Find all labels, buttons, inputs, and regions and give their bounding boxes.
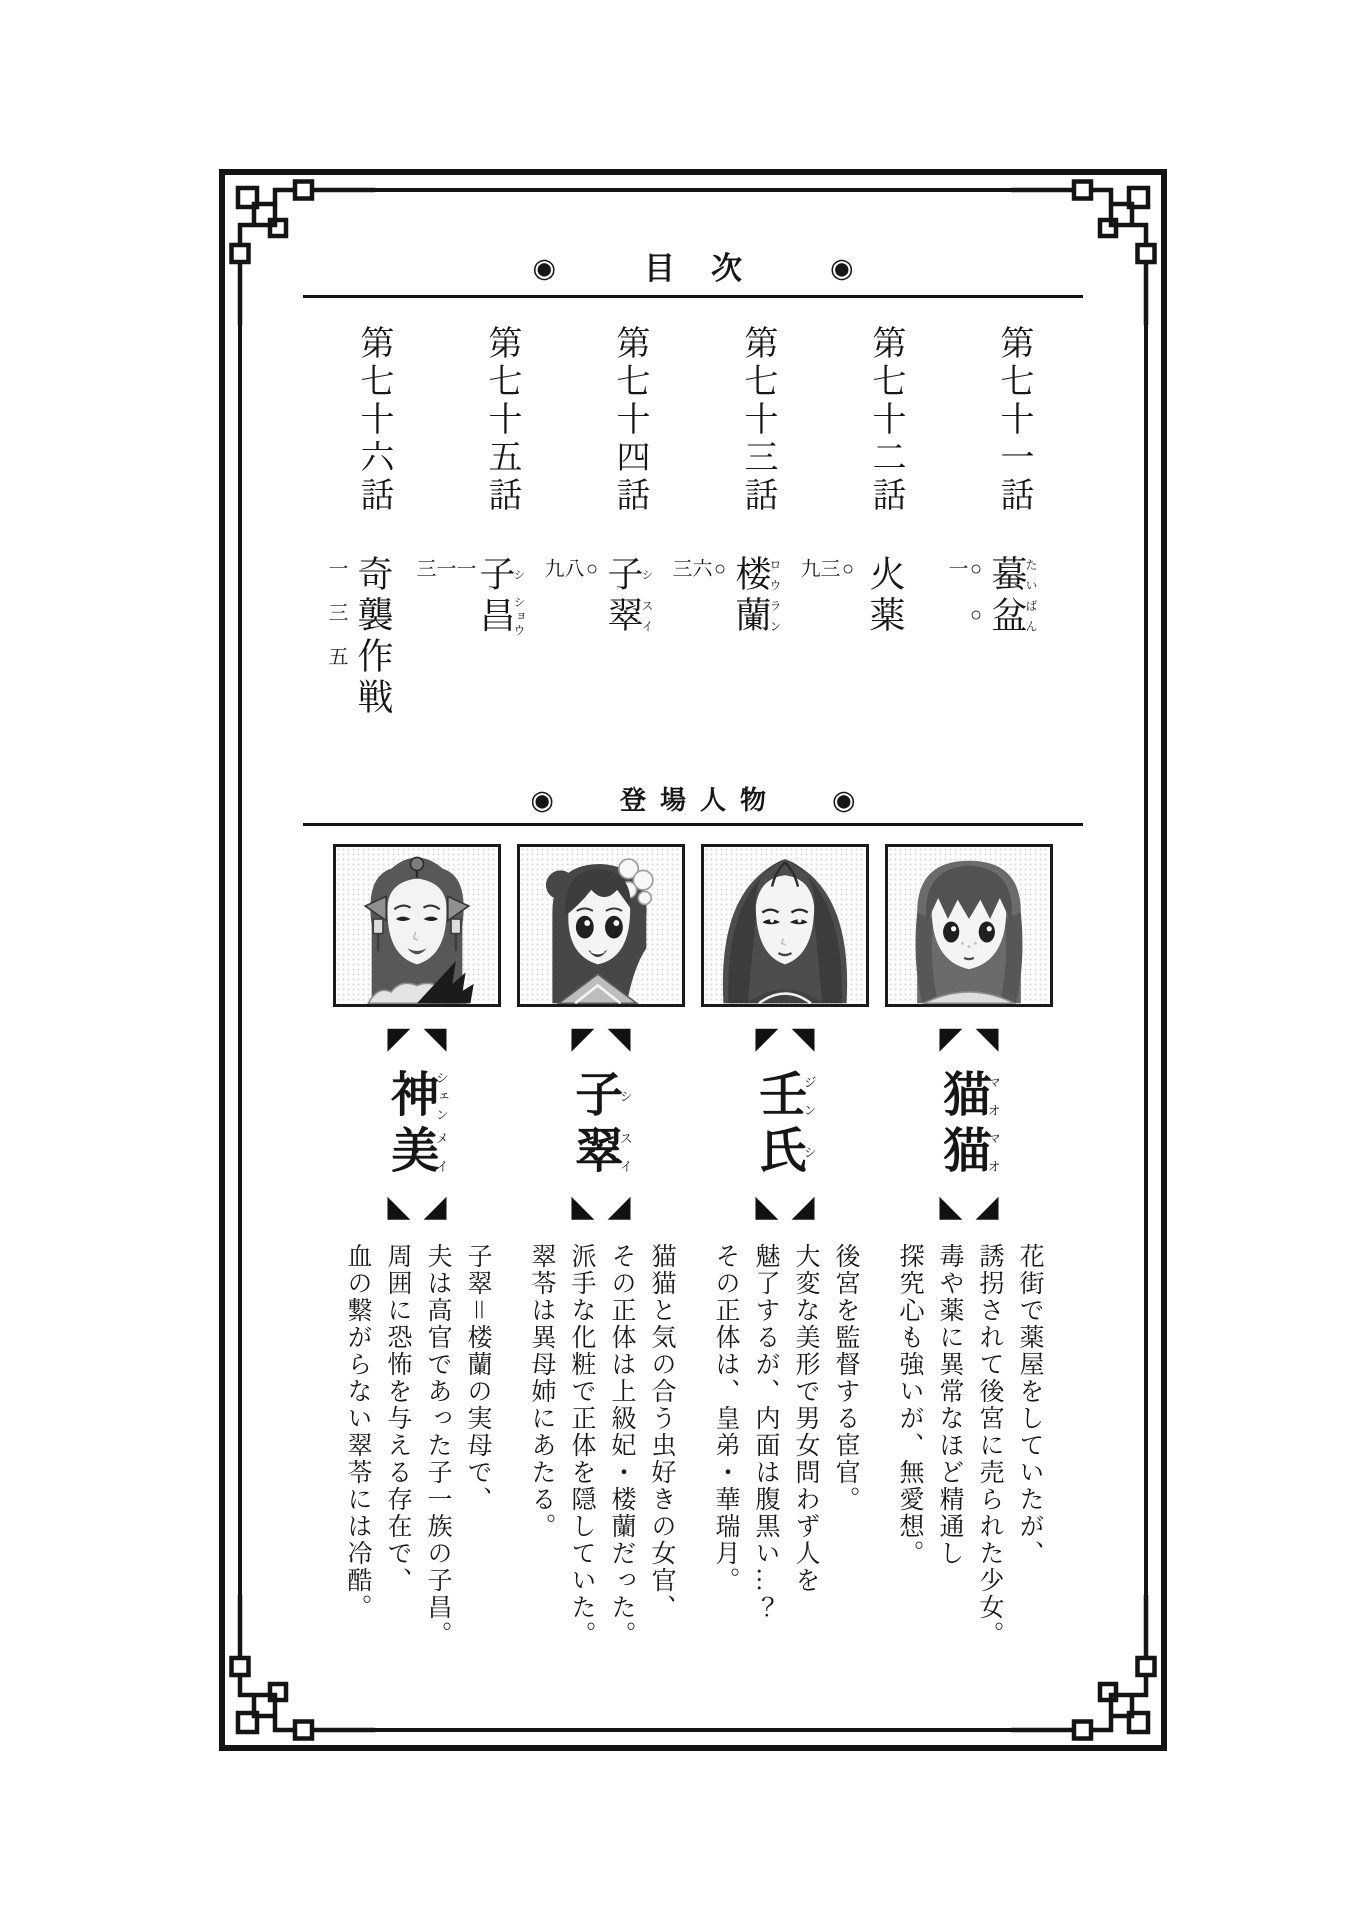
shenmei-portrait [333, 844, 501, 1007]
triangle-icon: ◤ [939, 1021, 963, 1056]
triangle-icon: ◢ [791, 1189, 815, 1224]
name-bracket-top [387, 1021, 447, 1056]
chapter-page-number: ○○一 [945, 558, 987, 650]
triangle-icon: ◣ [571, 1189, 595, 1224]
name-bracket-bottom [755, 1189, 815, 1224]
triangle-icon: ◤ [571, 1021, 595, 1056]
character-name: 猫マオ猫マオ [935, 1069, 1001, 1181]
triangle-icon: ◥ [791, 1021, 815, 1056]
fisheye-icon: ◉ [830, 253, 854, 284]
chapter-title: 火薬 [865, 555, 905, 637]
character-block-maomao [877, 844, 1061, 1675]
chapter-number: 第七十五話 [483, 325, 520, 515]
triangle-icon: ◣ [939, 1189, 963, 1224]
chapter-title: 楼ロウ蘭ラン [731, 555, 782, 637]
name-bracket-top [939, 1021, 999, 1056]
chapter-entry [945, 325, 1072, 765]
jinshi-portrait [701, 844, 869, 1007]
name-bracket-bottom [387, 1189, 447, 1224]
triangle-icon: ◣ [755, 1189, 779, 1224]
toc-title: 目次 [644, 251, 778, 286]
chapter-title: 蟇たい盆ばん [987, 555, 1038, 637]
cast-divider [303, 823, 1083, 826]
triangle-icon: ◥ [607, 1021, 631, 1056]
triangle-icon: ◤ [755, 1021, 779, 1056]
character-name: 子シ翠スイ [567, 1069, 633, 1181]
character-description: 花街で薬屋をしていたが、 誘拐されて後宮に売られた少女。 毒や薬に異常なほど精通し 探究心も強いが、無愛想。 [896, 1243, 1043, 1648]
cast-title: 登場人物 [619, 785, 780, 815]
chapter-entry [669, 325, 816, 765]
triangle-icon: ◢ [975, 1189, 999, 1224]
chapter-title: 子シ翠スイ [603, 555, 654, 637]
chapter-page-number: ○八九 [541, 558, 603, 604]
chapter-number: 第七十六話 [355, 325, 392, 515]
name-bracket-bottom [939, 1189, 999, 1224]
character-block-jinshi [693, 844, 877, 1675]
chapter-entry [541, 325, 688, 765]
chapter-title: 奇襲作戦 [353, 555, 393, 719]
fisheye-icon: ◉ [532, 253, 556, 284]
triangle-icon: ◢ [423, 1189, 447, 1224]
character-description: 後宮を監督する宦官。 大変な美形で男女問わず人を 魅了するが、内面は腹黒い…？ その正体は、皇弟・華瑞月。 [712, 1243, 859, 1621]
character-description: 猫猫と気の合う虫好きの女官、 その正体は上級妃・楼蘭だった。 派手な化粧で正体を隠していた。 翠苓は異母姉にあたる。 [528, 1243, 675, 1648]
maomao-portrait [885, 844, 1053, 1007]
cast-header [530, 787, 855, 814]
character-block-shenmei [325, 844, 509, 1675]
decorative-border-frame [219, 169, 1167, 1751]
triangle-icon: ◣ [387, 1189, 411, 1224]
name-bracket-top [755, 1021, 815, 1056]
triangle-icon: ◥ [423, 1021, 447, 1056]
chapter-number: 第七十二話 [867, 325, 904, 515]
fisheye-icon: ◉ [530, 785, 554, 816]
character-name: 神シェン美メイ [383, 1069, 449, 1181]
chapter-list [314, 325, 1072, 765]
chapter-entry [413, 325, 560, 765]
chapter-number: 第七十四話 [611, 325, 648, 515]
triangle-icon: ◥ [975, 1021, 999, 1056]
toc-header [532, 253, 853, 284]
chapter-page-number: 一一三 [413, 558, 475, 602]
character-description: 子翠＝楼蘭の実母で、 夫は高官であった子一族の子昌。 周囲に恐怖を与える存在で、 血の繋がらない翠苓には冷酷。 [344, 1243, 491, 1648]
chapter-entry [314, 325, 432, 765]
chapter-page-number: ○六三 [669, 558, 731, 604]
triangle-icon: ◤ [387, 1021, 411, 1056]
triangle-icon: ◢ [607, 1189, 631, 1224]
name-bracket-top [571, 1021, 631, 1056]
chapter-entry [797, 325, 944, 765]
character-name: 壬ジン氏シ [751, 1069, 817, 1181]
chapter-number: 第七十三話 [739, 325, 776, 515]
chapter-title: 子シ昌ショウ [475, 555, 526, 638]
chapter-page-number: 一三五 [325, 558, 347, 690]
name-bracket-bottom [571, 1189, 631, 1224]
chapter-number: 第七十一話 [995, 325, 1032, 515]
page-content [225, 175, 1161, 1745]
shisui-portrait [517, 844, 685, 1007]
chapter-page-number: ○三九 [797, 558, 859, 604]
cast-row [325, 844, 1061, 1675]
character-block-shisui [509, 844, 693, 1675]
fisheye-icon: ◉ [832, 785, 856, 816]
toc-divider [303, 295, 1083, 298]
